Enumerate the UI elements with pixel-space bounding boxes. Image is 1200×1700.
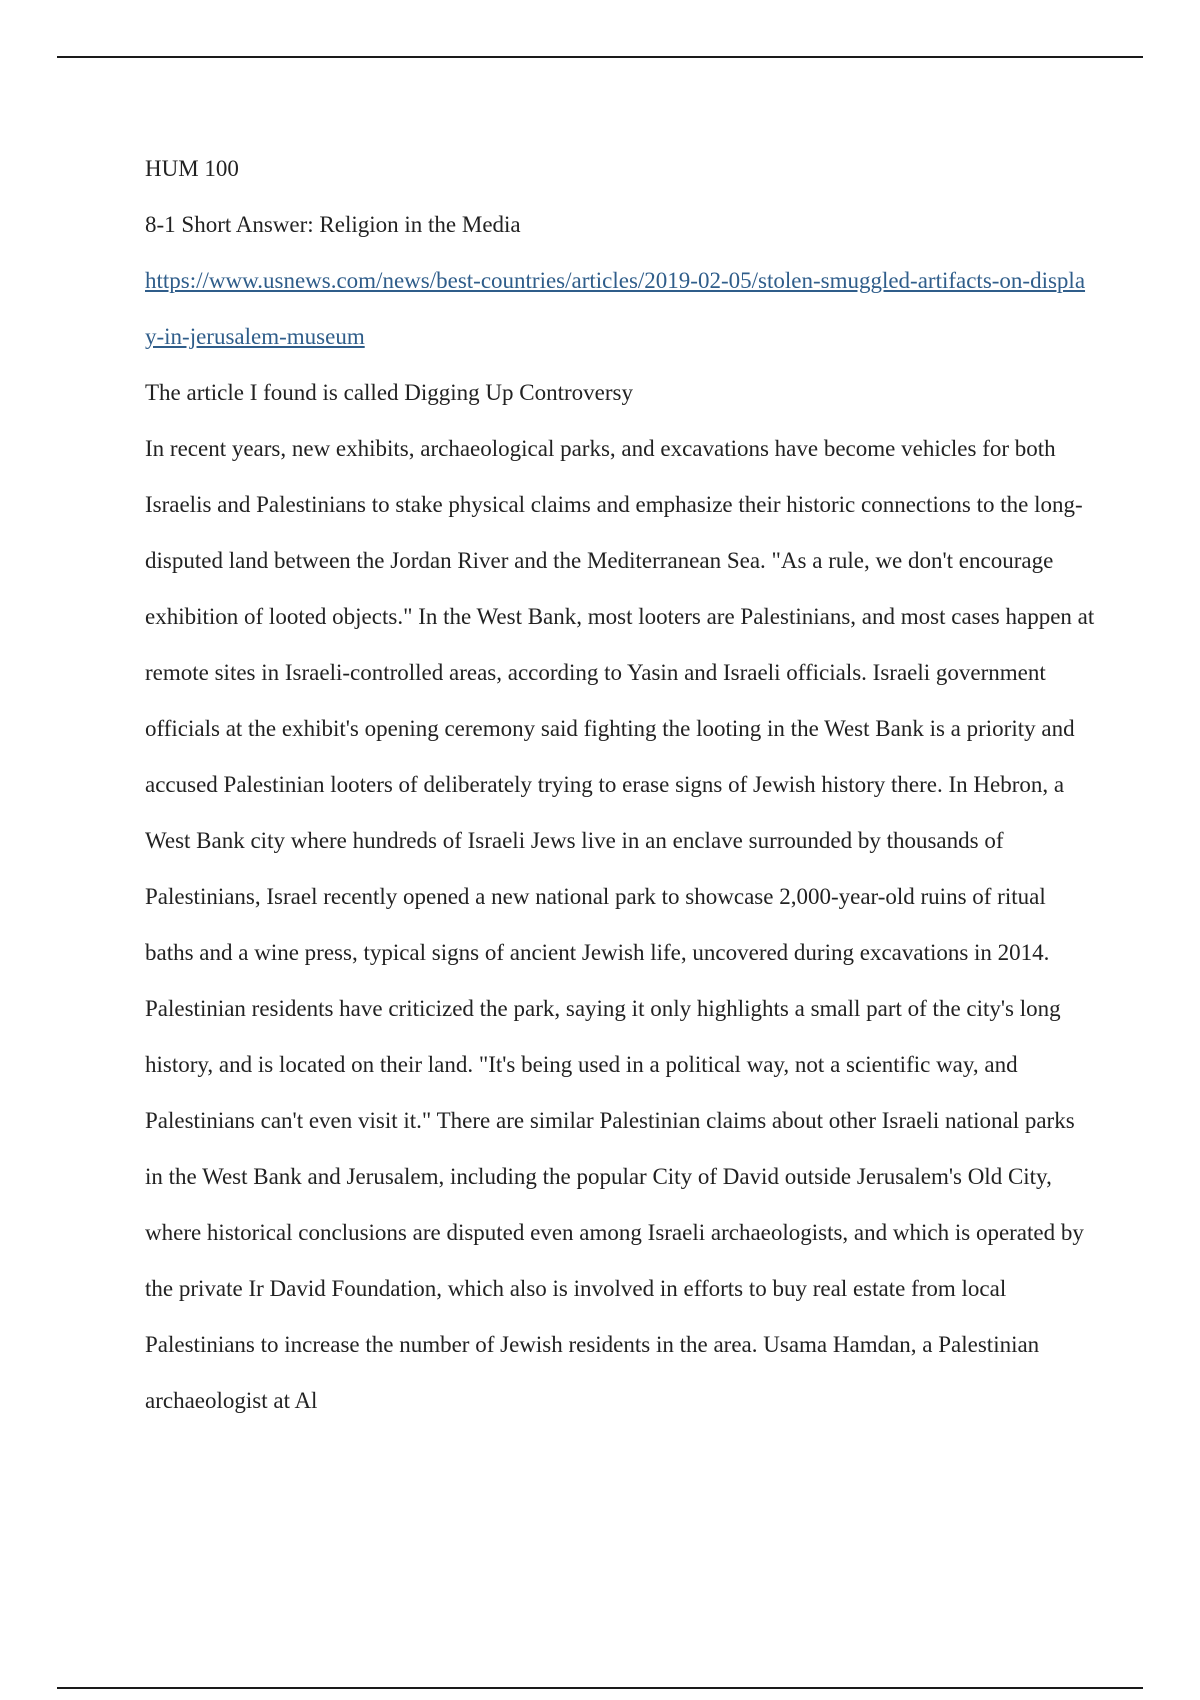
article-intro: The article I found is called Digging Up Controversy bbox=[145, 380, 633, 405]
page-bottom-rule bbox=[57, 1687, 1143, 1689]
source-link[interactable]: https://www.usnews.com/news/best-countries/articles/2019-02-05/stolen-smuggled-artifacts-on-display-in-jerusalem-museum bbox=[145, 268, 1086, 349]
assignment-title: 8-1 Short Answer: Religion in the Media bbox=[145, 212, 521, 237]
course-code: HUM 100 bbox=[145, 156, 239, 181]
article-summary-paragraph: In recent years, new exhibits, archaeological parks, and excavations have become vehicles for both Israelis and Palestinians to stake physical claims and emphasize their historic connections to the long-disputed land between the Jordan River and the Mediterranean Sea. "As a rule, we don't encourage exhibition of looted objects." In the West Bank, most looters are Palestinians, and most cases happen at remote sites in Israeli-controlled areas, according to Yasin and Israeli officials. Israeli government officials at the exhibit's opening ceremony said fighting the looting in the West Bank is a priority and accused Palestinian looters of deliberately trying to erase signs of Jewish history there. In Hebron, a West Bank city where hundreds of Israeli Jews live in an enclave surrounded by thousands of Palestinians, Israel recently opened a new national park to showcase 2,000-year-old ruins of ritual baths and a wine press, typical signs of ancient Jewish life, uncovered during excavations in 2014. Palestinian residents have criticized the park, saying it only highlights a small part of the city's long history, and is located on their land. "It's being used in a political way, not a scientific way, and Palestinians can't even visit it." There are similar Palestinian claims about other Israeli national parks in the West Bank and Jerusalem, including the popular City of David outside Jerusalem's Old City, where historical conclusions are disputed even among Israeli archaeologists, and which is operated by the private Ir David Foundation, which also is involved in efforts to buy real estate from local Palestinians to increase the number of Jewish residents in the area. Usama Hamdan, a Palestinian archaeologist at Al bbox=[145, 436, 1095, 1413]
document-content bbox=[145, 141, 1095, 1429]
page-top-rule bbox=[57, 56, 1143, 58]
